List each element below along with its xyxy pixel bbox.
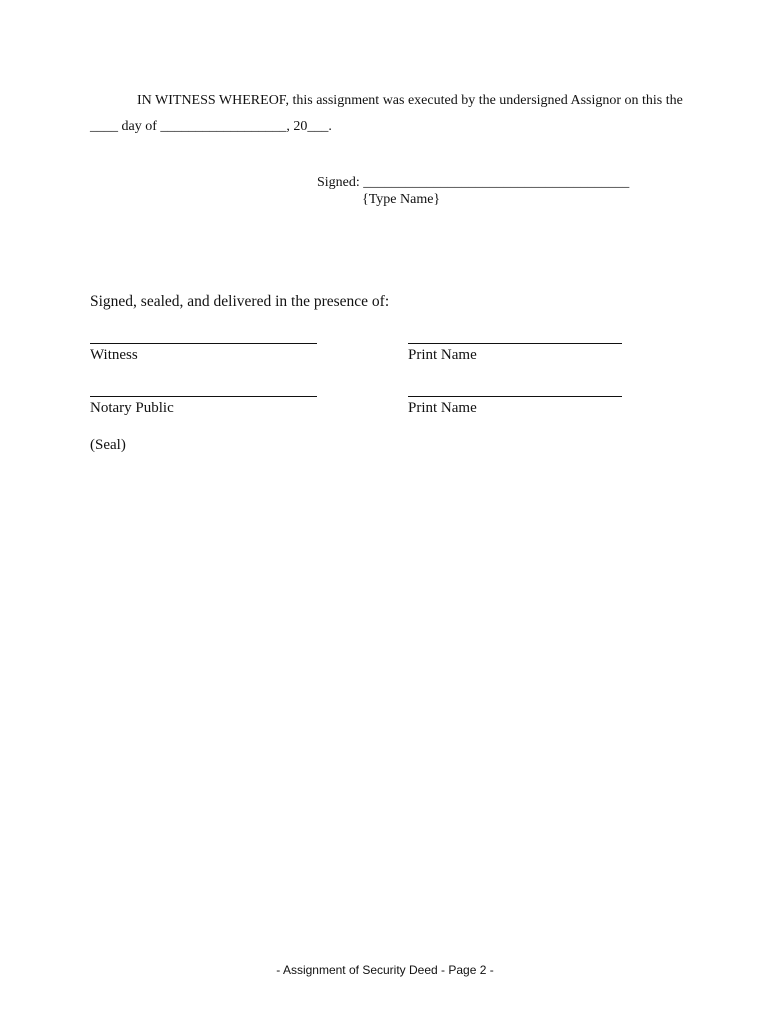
signed-line: Signed: ______________________________________	[317, 175, 630, 190]
witness-label: Witness	[90, 347, 138, 363]
witness-print-name-line	[408, 343, 622, 344]
witness-paragraph-line-2: ____ day of __________________, 20___.	[90, 119, 332, 134]
type-name-placeholder: {Type Name}	[362, 192, 441, 207]
notary-public-label: Notary Public	[90, 400, 174, 416]
seal-label: (Seal)	[90, 437, 126, 453]
page-footer: - Assignment of Security Deed - Page 2 -	[276, 963, 494, 977]
notary-print-name-line	[408, 396, 622, 397]
witness-paragraph-line-1: IN WITNESS WHEREOF, this assignment was executed by the undersigned Assignor on this the	[137, 93, 683, 108]
witness-signature-line	[90, 343, 317, 344]
witness-print-name-label: Print Name	[408, 347, 477, 363]
notary-signature-line	[90, 396, 317, 397]
presence-statement: Signed, sealed, and delivered in the presence of:	[90, 293, 390, 310]
notary-print-name-label: Print Name	[408, 400, 477, 416]
